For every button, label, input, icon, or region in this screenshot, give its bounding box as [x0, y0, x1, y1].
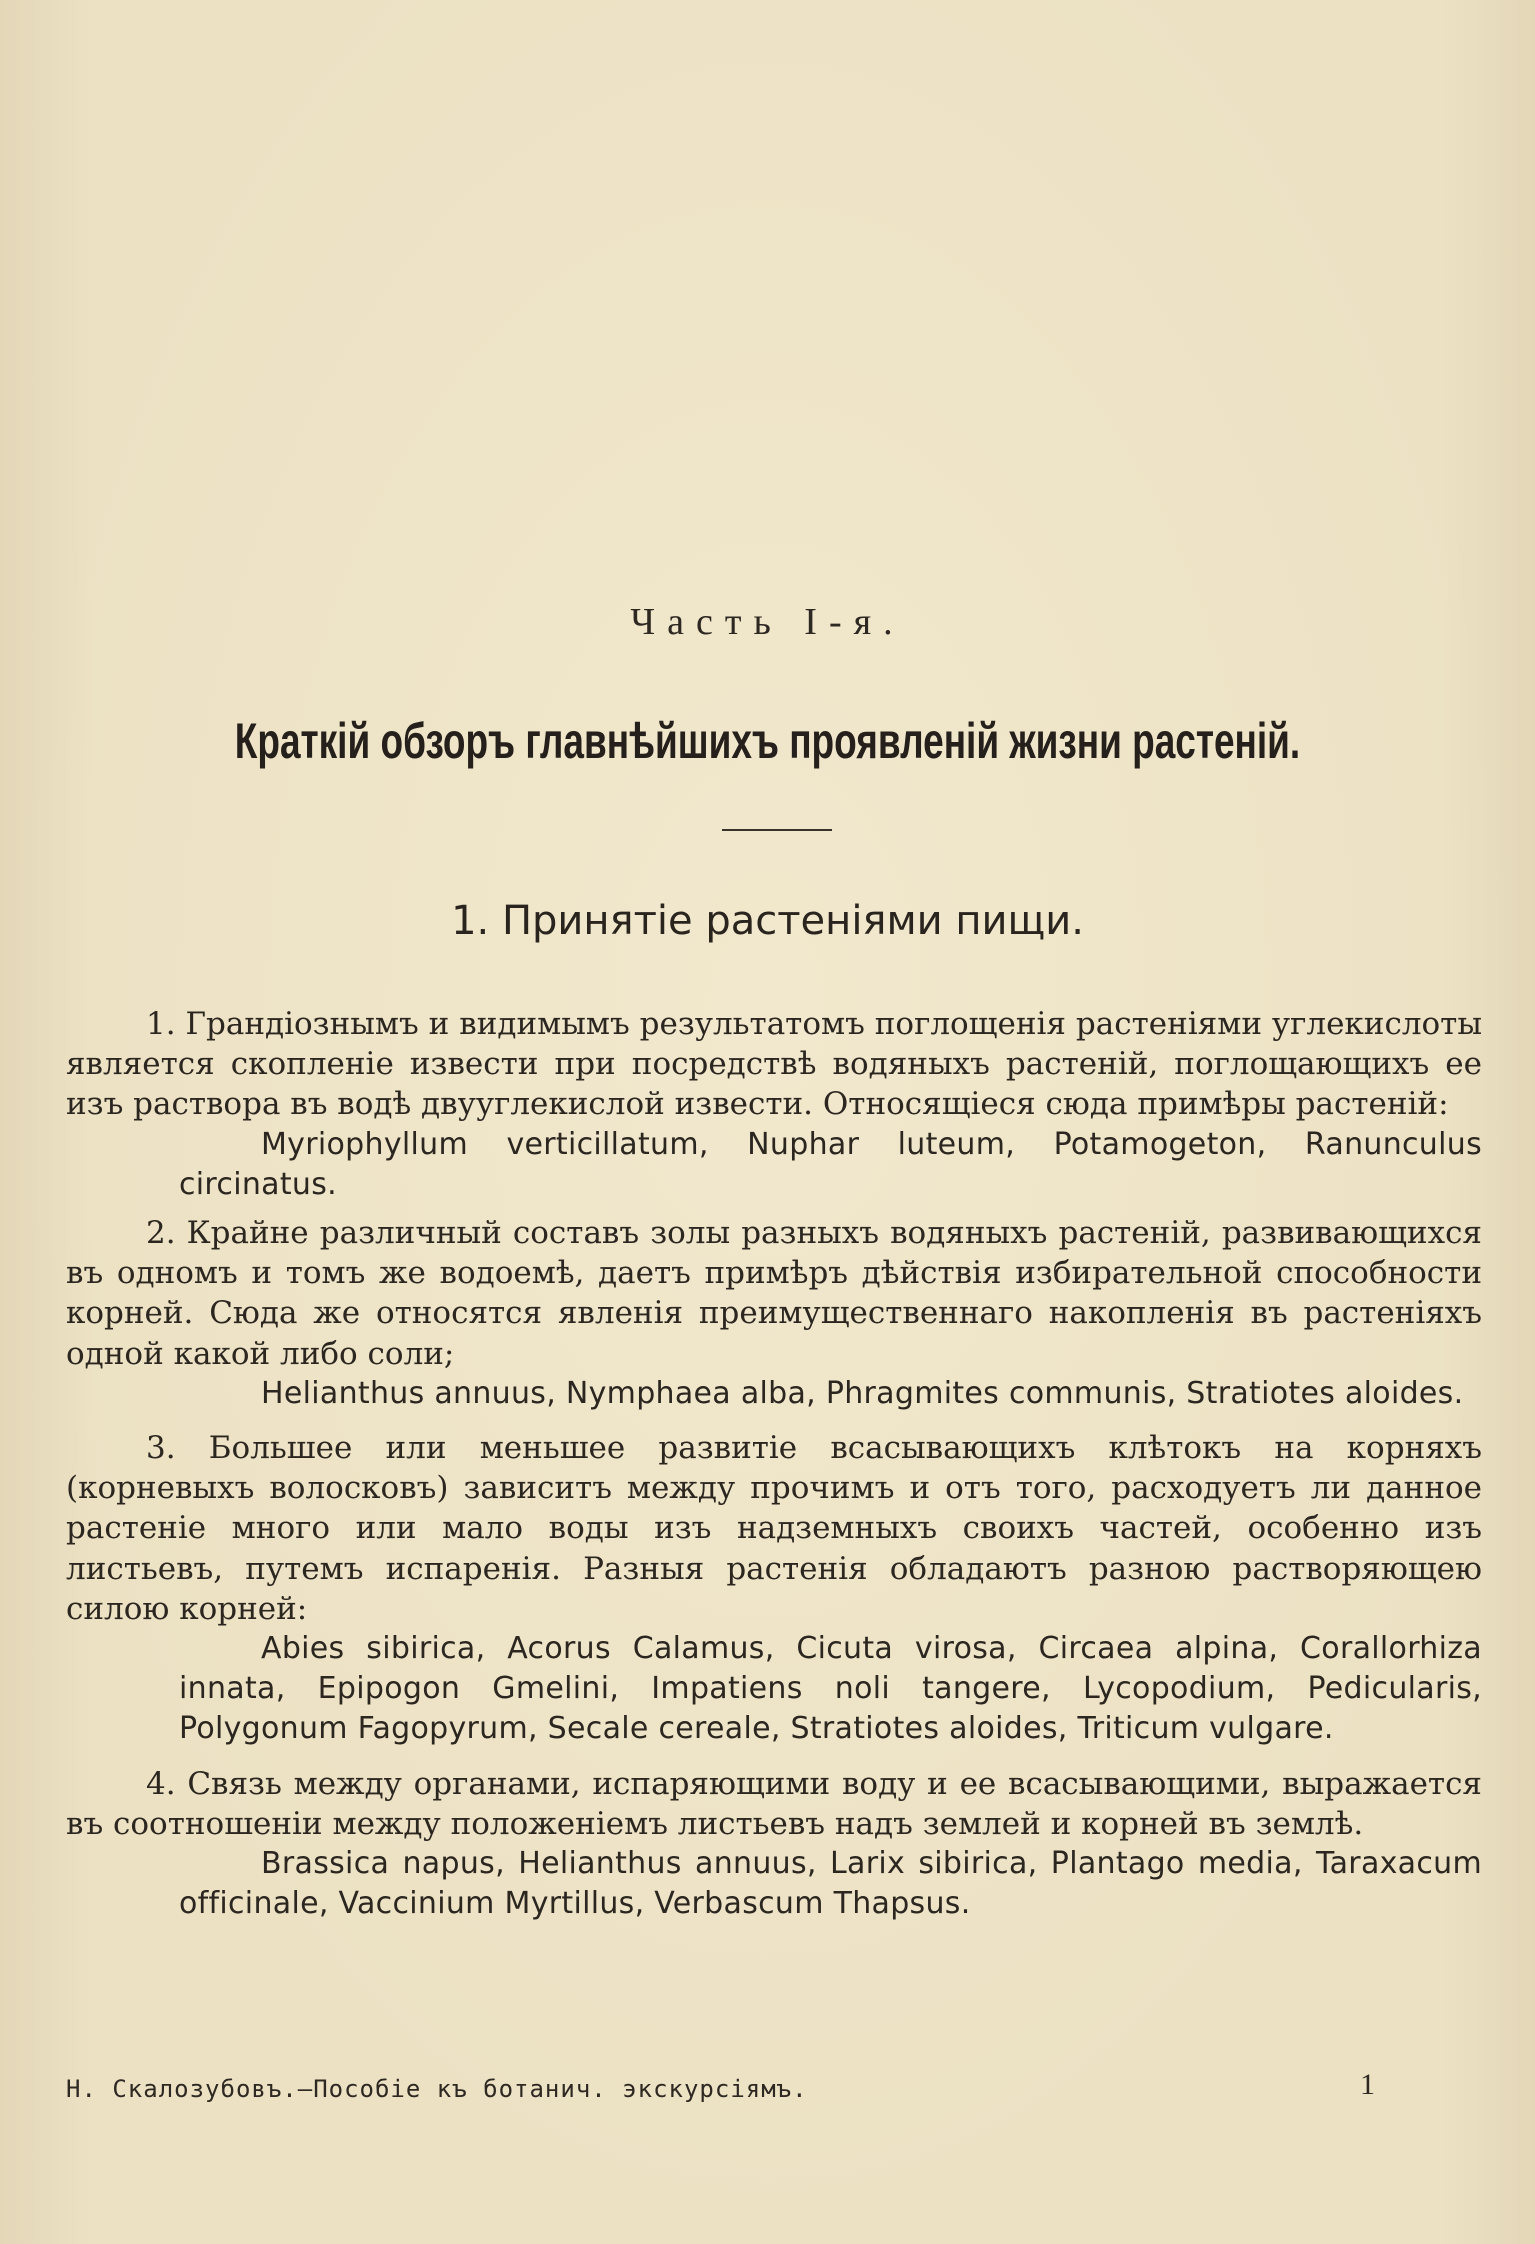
species-list-3: Abies sibirica, Acorus Calamus, Cicuta virosa, Circaea alpina, Corallorhiza innata, Epipogon Gmelini, Impatiens noli tangere, Lycopodium, Pedicularis, Polygonum Fagopyrum, Secale cereale, Stratiotes aloides, Triticum vulgare.	[179, 1631, 1482, 1747]
species-list-4: Brassica napus, Helianthus annuus, Larix sibirica, Plantago media, Taraxacum officinale, Vaccinium Myrtillus, Verbascum Thapsus.	[179, 1846, 1482, 1922]
running-footer: Н. Скалозубовъ.—Пособіе къ ботанич. экскурсіямъ.	[66, 2075, 808, 2103]
species-list-2: Helianthus annuus, Nymphaea alba, Phragmites communis, Stratiotes aloides.	[261, 1375, 1464, 1411]
page-number: 1	[1360, 2068, 1375, 2101]
section-title: 1. Принятіе растеніями пищи.	[451, 898, 1084, 944]
paragraph-3: 3. Большее или меньшее развитіе всасывающихъ клѣтокъ на корняхъ (корневыхъ волосковъ) зависитъ между прочимъ и отъ того, расходуетъ ли данное растеніе много или мало воды изъ надземныхъ своихъ частей, особенно изъ листьевъ, путемъ испаренія. Разныя растенія обладаютъ разною растворяющею силою корней:	[66, 1430, 1482, 1627]
paragraph-2: 2. Крайне различный составъ золы разныхъ водяныхъ растеній, развивающихся въ одномъ и томъ же водоемѣ, даетъ примѣръ дѣйствія избирательной способности корней. Сюда же относятся явленія преимущественнаго накопленія въ растеніяхъ одной какой либо соли;	[66, 1215, 1482, 1372]
paragraph-4: 4. Связь между органами, испаряющими воду и ее всасывающими, выражается въ соотношеніи между положеніемъ листьевъ надъ землей и корней въ землѣ.	[66, 1765, 1482, 1842]
paragraph-1: 1. Грандіознымъ и видимымъ результатомъ поглощенія растеніями углекислоты является скопленіе извести при посредствѣ водяныхъ растеній, поглощающихъ ее изъ раствора въ водѣ двууглекислой извести. Относящіеся сюда примѣры растеній:	[66, 1006, 1482, 1123]
part-title: Часть I-я.	[630, 601, 905, 643]
body-text	[66, 1004, 1482, 1924]
title-divider	[722, 829, 832, 831]
chapter-title: Краткій обзоръ главнѣйшихъ проявленій жизни растеній.	[234, 713, 1301, 769]
species-list-1: Myriophyllum verticillatum, Nuphar luteum, Potamogeton, Ranunculus circinatus.	[179, 1126, 1482, 1202]
